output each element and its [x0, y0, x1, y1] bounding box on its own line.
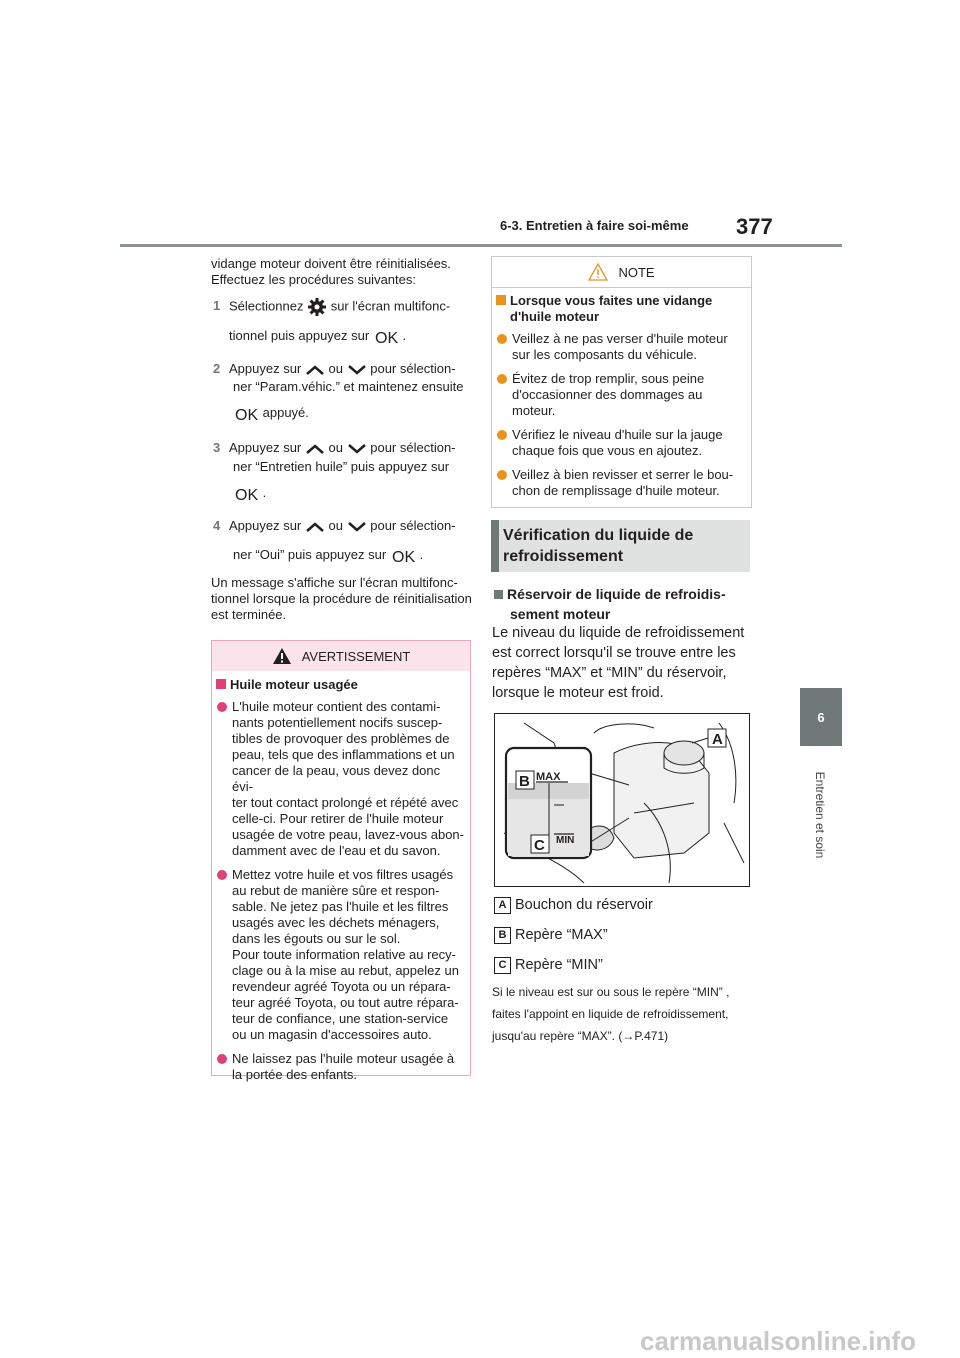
svg-text:OK: OK [374, 329, 398, 345]
page-number: 377 [736, 214, 773, 239]
warning-heading: Huile moteur usagée [216, 677, 464, 693]
note-bullet-1: Veillez à ne pas verser d'huile moteur sur les composants du véhicule. [496, 331, 746, 363]
ok-button-icon [233, 486, 259, 502]
warning-box [211, 640, 471, 1082]
callout-c: C [534, 837, 545, 854]
chapter-tab: 6 [800, 688, 842, 746]
ok-button-icon [390, 548, 416, 564]
caution-triangle-icon [588, 263, 608, 281]
max-mark-text: MAX [536, 771, 561, 783]
note-bullet-4: Veillez à bien revisser et serrer le bou- chon de remplissage d'huile moteur. [496, 467, 746, 499]
step-3-line2: ner “Entretien huile” puis appuyez sur [233, 459, 450, 474]
svg-text:OK: OK [391, 548, 415, 564]
ok-button-icon [233, 406, 259, 422]
ok-button-icon [373, 329, 399, 345]
bullet-dot [217, 870, 227, 880]
header-rule [120, 244, 842, 247]
down-arrow-icon [347, 364, 367, 376]
bullet-dot [497, 470, 507, 480]
callout-b: B [519, 773, 530, 790]
step-1: 1 Sélectionnez sur l'écran multifonc- [213, 297, 450, 317]
bullet-dot [497, 334, 507, 344]
step-1-line2: tionnel puis appuyez sur OK . [229, 328, 407, 345]
bullet-dot [217, 702, 227, 712]
outro-text: Un message s'affiche sur l'écran multifonc- tionnel lorsque la procédure de réinitialisation est terminée. [211, 575, 472, 622]
section-title: 6-3. Entretien à faire soi-même [500, 218, 689, 233]
intro-text: vidange moteur doivent être réinitialisées. Effectuez les procédures suivantes: [211, 256, 451, 287]
legend-a: A Bouchon du réservoir [494, 895, 653, 915]
gear-icon [307, 297, 327, 317]
svg-text:OK: OK [235, 486, 259, 502]
bullet-dot [497, 430, 507, 440]
note-bullet-3: Vérifiez le niveau d'huile sur la jauge chaque fois que vous en ajoutez. [496, 427, 746, 459]
note-title: NOTE [618, 264, 655, 280]
subheading: Réservoir de liquide de refroidis- sement moteur [494, 584, 726, 624]
note-bullet-2: Évitez de trop remplir, sous peine d'occasionner des dommages au moteur. [496, 371, 746, 419]
down-arrow-icon [347, 521, 367, 533]
legend-c: C Repère “MIN” [494, 955, 603, 975]
step-4-line2: ner “Oui” puis appuyez sur OK . [233, 547, 424, 564]
warning-triangle-icon [272, 647, 292, 665]
up-arrow-icon [305, 521, 325, 533]
step-2-line3: OK appuyé. [235, 405, 309, 422]
up-arrow-icon [305, 364, 325, 376]
warning-bullet-1: L'huile moteur contient des contami- nants potentiellement nocifs suscep- tibles de provoquer des problèmes de peau, tels que des inflammations et un cancer de la peau, vous devez donc évi- ter tout contact prolongé et répété avec celle-ci. Pour retirer de l'huile moteur usagée de votre peau, lavez-vous abon- damment avec de l'eau et du savon. [216, 699, 464, 859]
step-3: 3 Appuyez sur ou pour sélection- [213, 440, 456, 455]
bullet-dot [217, 1054, 227, 1064]
legend-b: B Repère “MAX” [494, 925, 608, 945]
note-header [492, 257, 751, 288]
step-3-line3: OK . [235, 485, 267, 502]
coolant-paragraph: Le niveau du liquide de refroidissement est correct lorsqu'il se trouve entre les repères “MAX” et “MIN” du réservoir, lorsque le moteur est froid. [492, 625, 745, 701]
chapter-title: Entretien et soin [813, 771, 827, 859]
coolant-reservoir-figure [494, 713, 750, 887]
step-4: 4 Appuyez sur ou pour sélection- [213, 518, 456, 533]
warning-header [212, 641, 470, 671]
warning-bullet-2: Mettez votre huile et vos filtres usagés au rebut de manière sûre et respon- sable. Ne jetez pas l'huile et les filtres usagés avec les déchets ménagers, dans les égouts ou sur le sol. Pour toute information relative au recy- clage ou à la mise au rebut, appelez un revendeur agréé Toyota ou un répara- teur agréé Toyota, ou tout autre répara- teur de confiance, une station-service ou un magasin d'accessoires auto. [216, 867, 464, 1043]
refill-instruction: Si le niveau est sur ou sous le repère “MIN” , faites l'appoint en liquide de refroidissement, jusqu'au repère “MAX”. (→P.471) [492, 985, 730, 1043]
warning-title: AVERTISSEMENT [301, 648, 411, 664]
step-2-line2: ner “Param.véhic.” et maintenez ensuite [233, 379, 464, 394]
bullet-dot [497, 374, 507, 384]
section-heading: Vérification du liquide de refroidissement [491, 520, 750, 572]
watermark: carmanualsonline.info [640, 1326, 916, 1356]
down-arrow-icon [347, 443, 367, 455]
note-heading: Lorsque vous faites une vidange d'huile moteur [496, 293, 746, 325]
chapter-label [784, 760, 856, 870]
svg-text:OK: OK [235, 406, 259, 422]
callout-a: A [712, 731, 723, 748]
min-mark-text: MIN [556, 835, 575, 846]
up-arrow-icon [305, 443, 325, 455]
section-heading-bar [491, 520, 499, 572]
warning-bullet-3: Ne laissez pas l'huile moteur usagée à la portée des enfants. [216, 1051, 464, 1083]
step-2: 2 Appuyez sur ou pour sélection- [213, 361, 456, 376]
note-box [491, 256, 752, 508]
